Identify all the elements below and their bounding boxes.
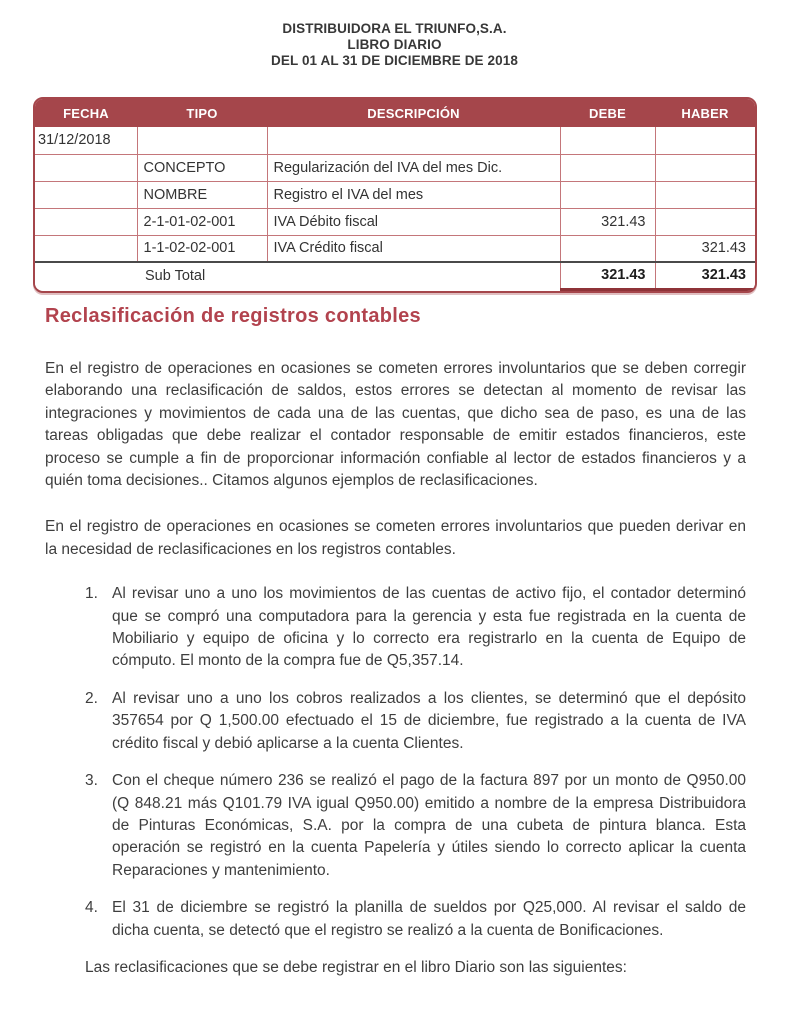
table-row bbox=[35, 154, 755, 181]
closing-paragraph: Las reclasificaciones que se debe registrar en el libro Diario son las siguientes: bbox=[85, 958, 627, 976]
list-item-number: 3. bbox=[85, 772, 98, 790]
document-header bbox=[0, 21, 789, 69]
cell-debe bbox=[560, 235, 655, 262]
list-item-text: Con el cheque número 236 se realizó el pago de la factura 897 por un monto de Q950.00 (Q 848.21 más Q101.79 IVA igual Q950.00) emitido a nombre de la empresa Distribuidora de Pinturas Económicas, S.A. por la compra de una cubeta de pintura blanca. Esta operación se registró en la cuenta Papelería y útiles siendo lo correcto aplicar la cuenta Reparaciones y mantenimiento. bbox=[112, 772, 746, 879]
cell-haber bbox=[655, 181, 755, 208]
column-header-tipo: TIPO bbox=[137, 99, 267, 127]
journal-table bbox=[33, 97, 757, 293]
reclassification-list bbox=[85, 583, 746, 942]
list-item-number: 4. bbox=[85, 899, 98, 917]
table-row bbox=[35, 127, 755, 154]
list-item bbox=[85, 770, 746, 882]
cell-haber bbox=[655, 127, 755, 154]
cell-haber: 321.43 bbox=[655, 235, 755, 262]
list-item-text: Al revisar uno a uno los movimientos de las cuentas de activo fijo, el contador determinó que se compró una computadora para la gerencia y esta fue registrada en la cuenta de Mobiliario y equipo de oficina y lo correcto era registrarlo en la cuenta de Equipo de cómputo. El monto de la compra fue de Q5,357.14. bbox=[112, 585, 746, 670]
cell-descripcion bbox=[267, 127, 560, 154]
paragraph: En el registro de operaciones en ocasiones se cometen errores involuntarios que se deben corregir elaborando una reclasificación de saldos, estos errores se detectan al momento de revisar las integraciones y movimientos de cada una de las cuentas, que dicho sea de paso, es una de las tareas obligadas que debe realizar el contador responsable de emitir estados financieros, este proceso se cumple a fin de proporcionar información confiable al lector de estados financieros y a quién toma decisiones.. Citamos algunos ejemplos de reclasificaciones. bbox=[45, 360, 746, 490]
cell-descripcion: Regularización del IVA del mes Dic. bbox=[267, 154, 560, 181]
company-name: DISTRIBUIDORA EL TRIUNFO,S.A. bbox=[282, 21, 507, 36]
table-row bbox=[35, 235, 755, 262]
subtotal-debe: 321.43 bbox=[560, 262, 655, 289]
list-item-text: El 31 de diciembre se registró la planilla de sueldos por Q25,000. Al revisar el saldo de dicha cuenta, se detectó que el registro se realizó a la cuenta de Bonificaciones. bbox=[112, 899, 746, 939]
cell-tipo: 2-1-01-02-001 bbox=[137, 208, 267, 235]
cell-fecha bbox=[35, 181, 137, 208]
column-header-fecha: FECHA bbox=[35, 99, 137, 127]
cell-haber bbox=[655, 208, 755, 235]
paragraph: En el registro de operaciones en ocasiones se cometen errores involuntarios que pueden derivar en la necesidad de reclasificaciones en los registros contables. bbox=[45, 518, 746, 558]
list-item bbox=[85, 688, 746, 755]
cell-fecha bbox=[35, 208, 137, 235]
list-item bbox=[85, 583, 746, 673]
subtotal-label: Sub Total bbox=[35, 262, 560, 289]
cell-tipo: CONCEPTO bbox=[137, 154, 267, 181]
table-row bbox=[35, 208, 755, 235]
cell-fecha bbox=[35, 235, 137, 262]
section-heading: Reclasificación de registros contables bbox=[45, 305, 421, 327]
cell-descripcion: IVA Débito fiscal bbox=[267, 208, 560, 235]
list-item-number: 1. bbox=[85, 585, 98, 603]
list-item-text: Al revisar uno a uno los cobros realizados a los clientes, se determinó que el depósito 357654 por Q 1,500.00 efectuado el 15 de diciembre, fue registrado a la cuenta de IVA crédito fiscal y debió aplicarse a la cuenta Clientes. bbox=[112, 689, 746, 752]
cell-debe bbox=[560, 154, 655, 181]
cell-tipo bbox=[137, 127, 267, 154]
cell-descripcion: Registro el IVA del mes bbox=[267, 181, 560, 208]
cell-fecha bbox=[35, 154, 137, 181]
report-title: LIBRO DIARIO bbox=[347, 37, 442, 52]
cell-debe bbox=[560, 127, 655, 154]
column-header-haber: HABER bbox=[655, 99, 755, 127]
article-body bbox=[45, 358, 746, 979]
report-period: DEL 01 AL 31 DE DICIEMBRE DE 2018 bbox=[271, 53, 518, 68]
cell-debe: 321.43 bbox=[560, 208, 655, 235]
column-header-descripcion: DESCRIPCIÓN bbox=[267, 99, 560, 127]
column-header-debe: DEBE bbox=[560, 99, 655, 127]
subtotal-row bbox=[35, 262, 755, 289]
subtotal-haber: 321.43 bbox=[655, 262, 755, 289]
cell-descripcion: IVA Crédito fiscal bbox=[267, 235, 560, 262]
cell-haber bbox=[655, 154, 755, 181]
cell-debe bbox=[560, 181, 655, 208]
list-item bbox=[85, 897, 746, 942]
list-item-number: 2. bbox=[85, 689, 98, 707]
table-row bbox=[35, 181, 755, 208]
cell-tipo: 1-1-02-02-001 bbox=[137, 235, 267, 262]
cell-tipo: NOMBRE bbox=[137, 181, 267, 208]
cell-fecha: 31/12/2018 bbox=[35, 127, 137, 154]
table-header-row bbox=[35, 99, 755, 127]
